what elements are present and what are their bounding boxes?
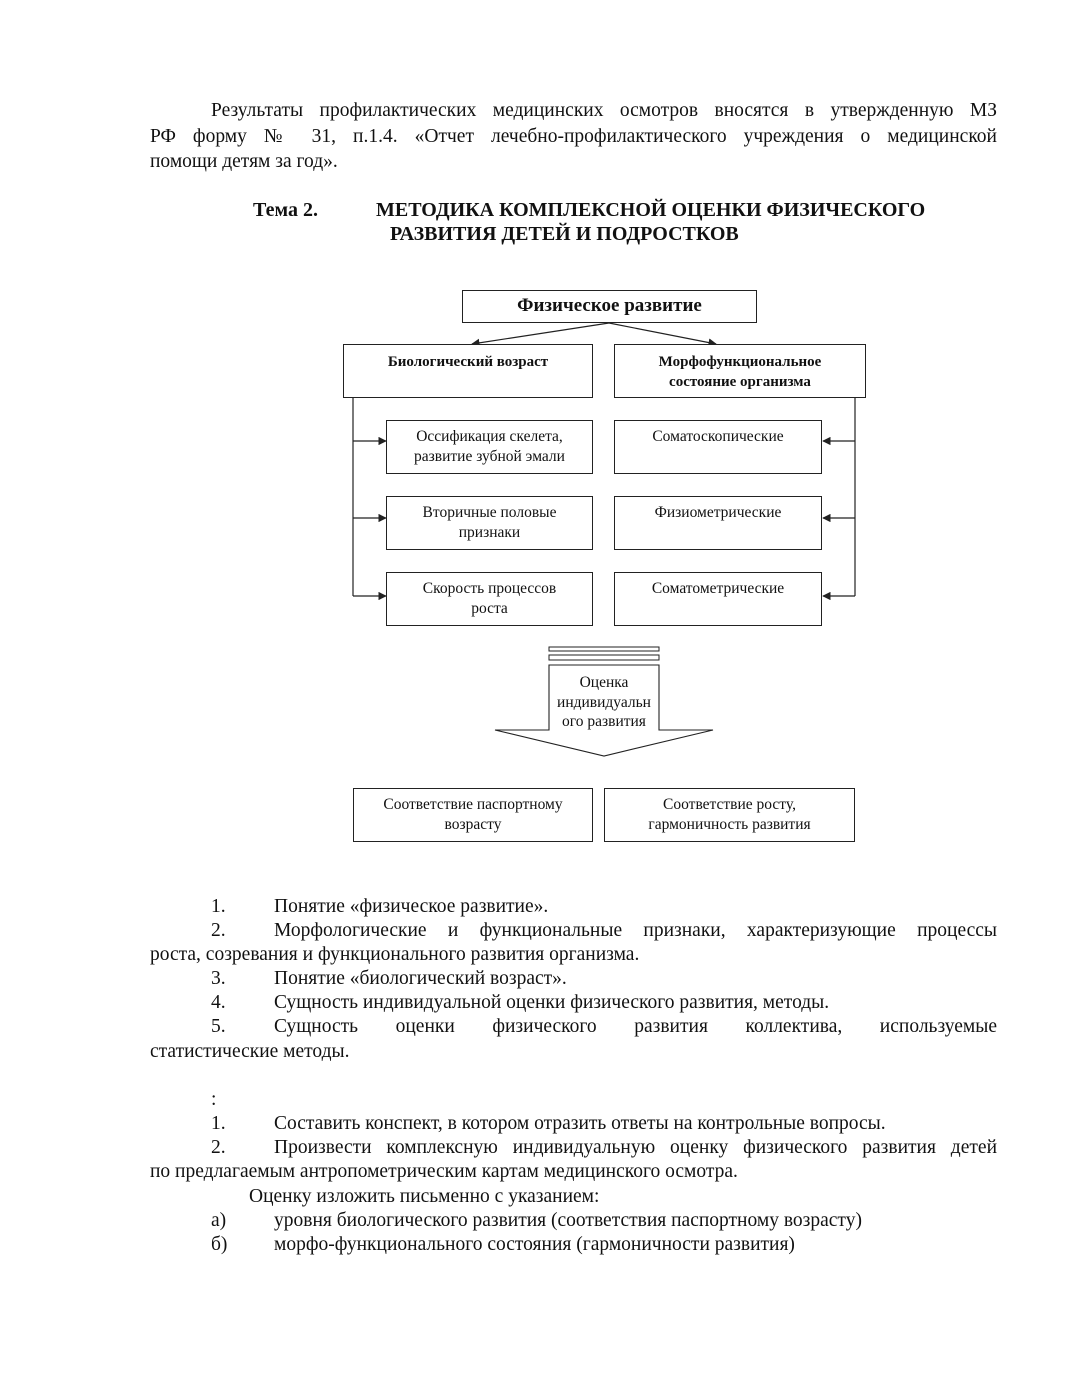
- task-number: 1.: [211, 1113, 226, 1134]
- task-text: Произвести комплексную индивидуальную оценку физического развития детей: [274, 1137, 997, 1158]
- question-item-4: [0, 991, 1071, 1015]
- assessment-intro: Оценку изложить письменно с указанием:: [249, 1186, 600, 1207]
- topic-label: Тема 2.: [253, 199, 318, 221]
- question-5-continuation: статистические методы.: [150, 1041, 350, 1062]
- intro-line-3: помощи детям за год».: [150, 151, 338, 172]
- morphofunctional-line-2: состояние организма: [669, 374, 811, 390]
- ossification-line-1: Оссификация скелета,: [416, 428, 563, 445]
- secondary-traits-line-2: признаки: [458, 524, 521, 541]
- question-number: 1.: [211, 896, 226, 917]
- question-item-3: [0, 967, 1071, 991]
- question-text: Понятие «биологический возраст».: [274, 968, 567, 989]
- assessment-letter: б): [211, 1234, 228, 1255]
- diagram-somatometric-box: Соматометрические: [614, 572, 822, 626]
- secondary-traits-line-1: Вторичные половые: [422, 504, 557, 521]
- intro-line-2: РФ форму № 31, п.1.4. «Отчет лечебно-профилактического учреждения о медицинской: [150, 126, 997, 147]
- diagram-passport-age-box: [353, 788, 593, 842]
- assessment-text: уровня биологического развития (соответствия паспортному возрасту): [274, 1210, 862, 1231]
- intro-line-1: Результаты профилактических медицинских осмотров вносятся в утвержденную МЗ: [211, 100, 997, 121]
- assessment-item-a: [0, 1209, 1071, 1233]
- morphofunctional-line-1: Морфофункциональное: [658, 354, 822, 370]
- diagram-biological-age-box: Биологический возраст: [343, 344, 593, 398]
- task-number: 2.: [211, 1137, 226, 1158]
- question-text: Морфологические и функциональные признаки, характеризующие процессы: [274, 920, 997, 941]
- ossification-line-2: развитие зубной эмали: [414, 448, 565, 465]
- assessment-text: морфо-функционального состояния (гармоничности развития): [274, 1234, 795, 1255]
- diagram-assessment-arrow-label: [549, 673, 659, 732]
- task-item-2: [0, 1136, 1071, 1160]
- question-text: Понятие «физическое развитие».: [274, 896, 549, 917]
- assessment-letter: а): [211, 1210, 227, 1231]
- question-number: 3.: [211, 968, 226, 989]
- diagram-somatoscopic-box: Соматоскопические: [614, 420, 822, 474]
- question-item-1: [0, 895, 1071, 919]
- diagram-root-box: Физическое развитие: [462, 290, 757, 323]
- question-text: Сущность индивидуальной оценки физического развития, методы.: [274, 992, 830, 1013]
- diagram-harmony-box: [604, 788, 855, 842]
- diagram-ossification-box: [386, 420, 593, 474]
- diagram-secondary-sex-traits-box: [386, 496, 593, 550]
- topic-title-line-2: РАЗВИТИЯ ДЕТЕЙ И ПОДРОСТКОВ: [390, 223, 739, 245]
- task-text: Составить конспект, в котором отразить ответы на контрольные вопросы.: [274, 1113, 886, 1134]
- task-2-continuation: по предлагаемым антропометрическим картам медицинского осмотра.: [150, 1161, 738, 1182]
- passport-age-line-1: Соответствие паспортному: [383, 796, 563, 813]
- arrow-label-line-1: Оценка: [579, 674, 629, 691]
- passport-age-line-2: возрасту: [444, 816, 502, 833]
- tasks-colon: :: [211, 1089, 217, 1110]
- diagram-morphofunctional-box: [614, 344, 866, 398]
- harmony-line-2: гармоничность развития: [648, 816, 811, 833]
- task-item-1: [0, 1112, 1071, 1136]
- question-number: 5.: [211, 1016, 226, 1037]
- assessment-item-b: [0, 1233, 1071, 1257]
- question-number: 4.: [211, 992, 226, 1013]
- question-text: Сущность оценки физического развития коллектива, используемые: [274, 1016, 997, 1037]
- growth-speed-line-2: роста: [471, 600, 508, 617]
- topic-title-line-1: МЕТОДИКА КОМПЛЕКСНОЙ ОЦЕНКИ ФИЗИЧЕСКОГО: [376, 199, 926, 221]
- arrow-label-line-2: индивидуальн: [557, 693, 651, 711]
- question-item-5: [0, 1015, 1071, 1039]
- harmony-line-1: Соответствие росту,: [663, 796, 796, 813]
- growth-speed-line-1: Скорость процессов: [422, 580, 557, 597]
- diagram-physiometric-box: Физиометрические: [614, 496, 822, 550]
- question-2-continuation: роста, созревания и функционального развития организма.: [150, 944, 640, 965]
- question-item-2: [0, 919, 1071, 943]
- arrow-label-line-3: ого развития: [562, 713, 646, 730]
- diagram-growth-speed-box: [386, 572, 593, 626]
- question-number: 2.: [211, 920, 226, 941]
